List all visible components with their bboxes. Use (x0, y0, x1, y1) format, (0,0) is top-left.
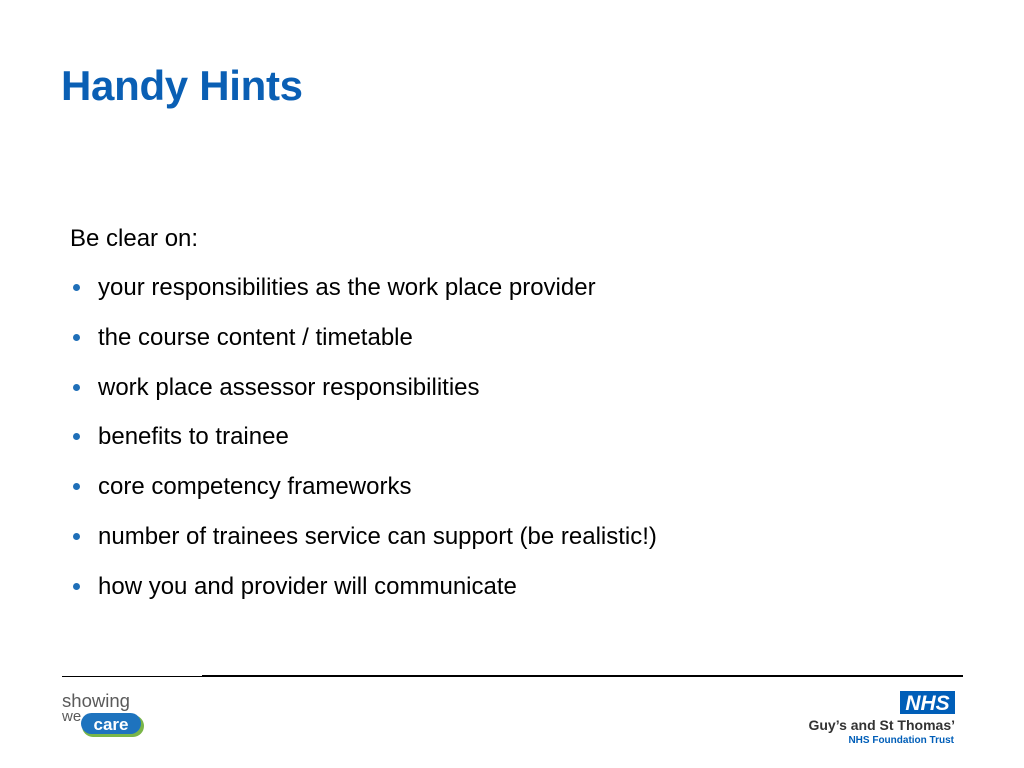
bullet-icon (73, 284, 80, 291)
nhs-badge-text: NHS (905, 692, 950, 715)
bullet-icon (73, 533, 80, 540)
footer-divider (202, 675, 963, 677)
list-item-text: your responsibilities as the work place provider (98, 274, 596, 301)
list-item-text: number of trainees service can support (be realistic!) (98, 522, 657, 550)
bullet-list (70, 273, 657, 622)
list-item (70, 572, 657, 622)
list-item-text: the course content / timetable (98, 323, 413, 351)
logo-text-showing: showing (62, 691, 130, 711)
list-item (70, 323, 657, 373)
slide-title: Handy Hints (61, 62, 303, 109)
list-item-text: work place assessor responsibilities (98, 373, 480, 401)
intro-text: Be clear on: (70, 225, 199, 252)
bullet-icon (73, 384, 80, 391)
showing-we-care-logo (61, 690, 153, 740)
nhs-org-name: Guy’s and St Thomas’ (808, 717, 955, 733)
logo-text-we: we (62, 708, 82, 725)
list-item-text: how you and provider will communicate (98, 572, 517, 600)
list-item (70, 422, 657, 472)
nhs-logo (798, 690, 958, 746)
bullet-icon (73, 433, 80, 440)
list-item (70, 273, 657, 323)
footer-divider-thin (62, 676, 202, 677)
bullet-icon (73, 483, 80, 490)
list-item (70, 522, 657, 572)
list-item (70, 472, 657, 522)
list-item-text: benefits to trainee (98, 423, 289, 451)
bullet-icon (73, 334, 80, 341)
list-item-text: core competency frameworks (98, 473, 412, 501)
list-item (70, 373, 657, 423)
nhs-trust-name: NHS Foundation Trust (848, 735, 954, 746)
logo-text-care: care (93, 715, 129, 734)
bullet-icon (73, 583, 80, 590)
